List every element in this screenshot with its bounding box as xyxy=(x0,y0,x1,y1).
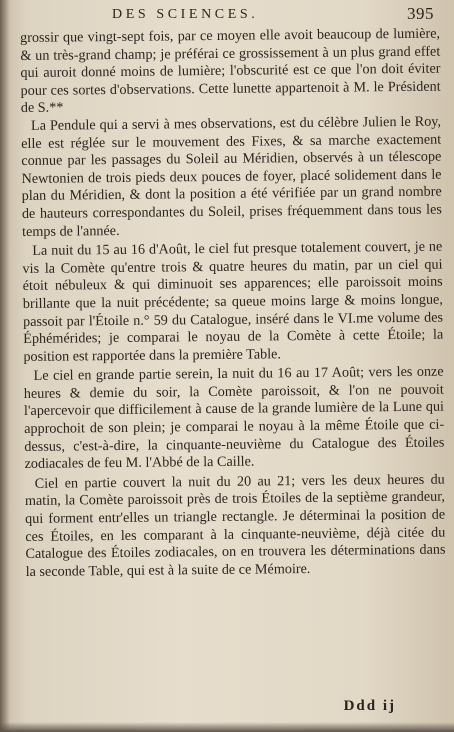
paragraph-pendule: La Pendule qui a servi à mes observations, est du célèbre Julien le Roy, elle est réglée sur le mouvement des Fixes, & sa marche exactement connue par les passages du Soleil au Méridien, observés à un télescope Newtonien de trois pieds deux pouces de foyer, placé solidement dans le plan du Méridien, & dont la position a été vérifiée par un grand nombre de hauteurs correspondantes du Soleil, prises fréquemment dans tous les temps de l'année. xyxy=(21,113,442,240)
body-text xyxy=(20,26,446,582)
running-head: DES SCIENCES. xyxy=(112,7,259,22)
paragraph-nuit-15-16: La nuit du 15 au 16 d'Août, le ciel fut presque totalement couvert, je ne vis la Comète qu'entre trois & quatre heures du matin, par un ciel qui étoit nébuleux & qui diminuoit ses apparences; elle paroissoit moins brillante que la nuit précédente; sa queue moins large & moins longue, passoit par l'Étoile n.° 59 du Catalogue, inséré dans le VI.me volume des Éphémérides; je comparai le noyau de la Comète à cette Étoile; la position est rapportée dans la première Table. xyxy=(22,238,444,365)
page-number: 395 xyxy=(407,4,434,23)
paragraph-nuit-20-21: Ciel en partie couvert la nuit du 20 au 21; vers les deux heures du matin, la Comète paroissoit près de trois Étoiles de la septième grandeur, qui forment entr'elles un triangle rectangle. Je déterminai la position de ces Étoiles, en les comparant à la cinquante-neuvième, déjà citée du Catalogue des Étoiles zodiacales, on en trouvera les déterminations dans la seconde Table, qui est à la suite de ce Mémoire. xyxy=(24,471,446,580)
paragraph-lunette: grossir que vingt-sept fois, par ce moyen elle avoit beaucoup de lumière, & un très-grand champ; je préférai ce grossissement à un plus grand effet qui auroit donné moins de lumière; l'obscurité est ce que l'on doit éviter pour ces sortes d'observations. Cette lunette appartenoit à M. le Président de S.** xyxy=(20,25,441,117)
page-header xyxy=(0,4,454,26)
page-binding-shadow xyxy=(0,0,10,732)
page-bottom-shadow xyxy=(0,722,454,732)
signature-mark: Ddd ij xyxy=(343,698,396,714)
paragraph-nuit-16-17: Le ciel en grande partie serein, la nuit du 16 au 17 Août; vers les onze heures & demie du soir, la Comète paroissoit, & l'on ne pouvoit l'apercevoir que difficilement à cause de la grande lumière de la Lune qui approchoit de son plein; je comparai le noyau à la même Étoile que ci-dessus, c'est-à-dire, la cinquante-neuvième du Catalogue des Étoiles zodiacales de feu M. l'Abbé de la Caille. xyxy=(23,363,445,473)
